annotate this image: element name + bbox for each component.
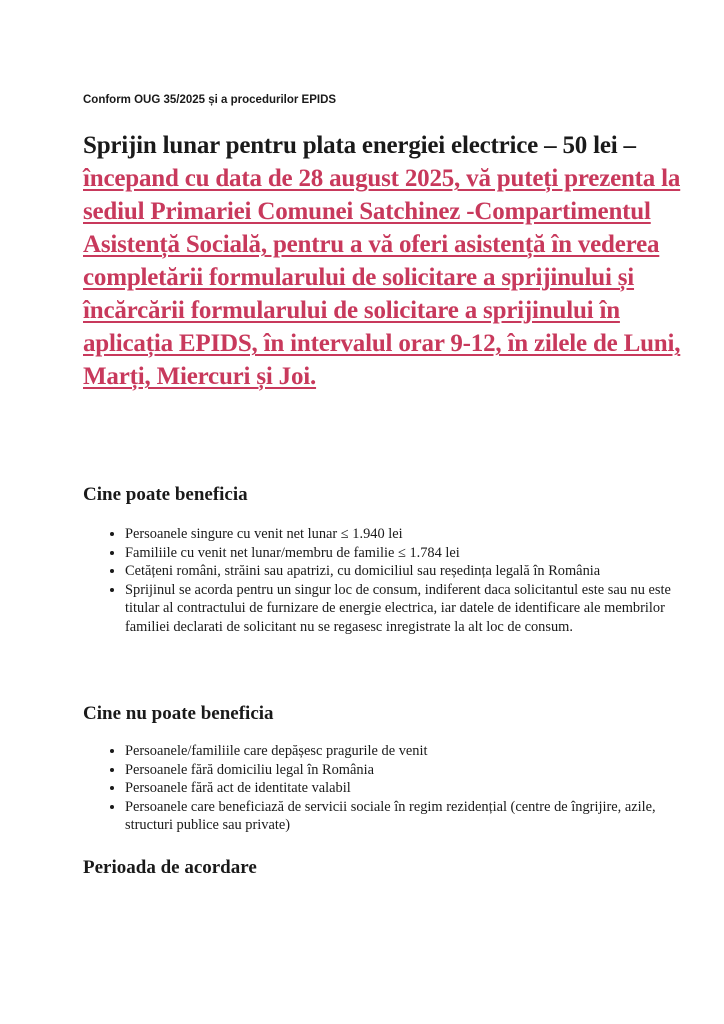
list-item: • Persoanele care beneficiază de servicii sociale în regim rezidențial (centre de îngrijire, azile, structuri publice sau private) bbox=[125, 798, 685, 835]
eligible-list bbox=[103, 525, 685, 636]
legal-reference-note: Conform OUG 35/2025 și a procedurilor EPIDS bbox=[83, 94, 337, 106]
section-title-not-eligible: Cine nu poate beneficia bbox=[83, 703, 274, 724]
list-item: • Persoanele fără domiciliu legal în România bbox=[125, 761, 685, 780]
section-title-eligible: Cine poate beneficia bbox=[83, 484, 248, 505]
list-item: • Persoanele singure cu venit net lunar ≤ 1.940 lei bbox=[125, 525, 685, 544]
list-item: • Sprijinul se acorda pentru un singur loc de consum, indiferent daca solicitantul este sau nu este titular al contractului de furnizare de energie electrica, iar datele de identificare ale membrilor familiei declarati de solicitant nu se regasesc inregistrate la alt loc de consum. bbox=[125, 581, 685, 637]
headline-title: Sprijin lunar pentru plata energiei electrice – 50 lei – bbox=[83, 132, 636, 159]
list-item: • Cetățeni români, străini sau apatrizi, cu domiciliul sau reședința legală în România bbox=[125, 562, 685, 581]
headline bbox=[83, 129, 683, 393]
list-item: • Familiile cu venit net lunar/membru de familie ≤ 1.784 lei bbox=[125, 544, 685, 563]
headline-announcement: începand cu data de 28 august 2025, vă puteți prezenta la sediul Primariei Comunei Satchinez -Compartimentul Asistență Socială, pentru a vă oferi asistență în vederea completării formularului de solicitare a sprijinului și încărcării formularului de solicitare a sprijinului în aplicația EPIDS, în intervalul orar 9-12, în zilele de Luni, Marți, Miercuri și Joi. bbox=[83, 165, 681, 390]
not-eligible-list bbox=[103, 742, 685, 835]
section-title-period: Perioada de acordare bbox=[83, 857, 257, 878]
list-item: • Persoanele/familiile care depășesc pragurile de venit bbox=[125, 742, 685, 761]
list-item: • Persoanele fără act de identitate valabil bbox=[125, 779, 685, 798]
